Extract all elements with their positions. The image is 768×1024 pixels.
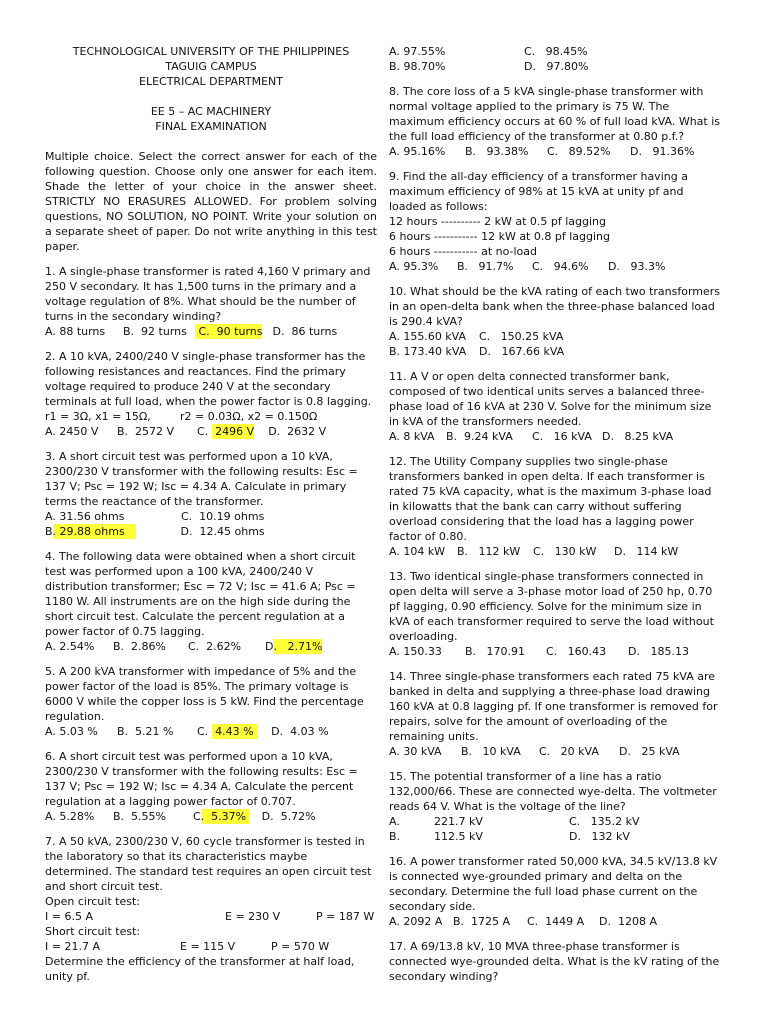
choice-b: B. 2572 V [117,425,175,438]
choice-d: D. 93.3% [608,260,666,273]
short-circuit-values [45,939,377,954]
choice-b: B. 93.38% [465,145,529,158]
choice-d: D. 5.72% [261,810,316,823]
choice-a: A. 155.60 kVA [389,330,467,343]
choice-b: B. 173.40 kVA [389,345,467,358]
question-text: 10. What should be the kVA rating of each two transformers in an open-delta bank when the three-phase balanced load is 290.4 kVA? [389,285,721,328]
choice-c: C. 150.25 kVA [479,330,564,343]
short-circuit-label: Short circuit test: [45,925,141,938]
question-7 [45,834,377,984]
course-title: EE 5 – AC MACHINERY [150,105,272,118]
question-text: 8. The core loss of a 5 kVA single-phase transformer with normal voltage applied to the primary is 75 W. The maximum efficiency occurs at 60 % of full load kVA. What is the full load efficiency of the transformer at 0.80 p.f.? [389,85,721,143]
instructions: Multiple choice. Select the correct answer for each of the following question. Choose only one answer for each item. Shade the letter of your choice in the answer sheet. STRICTLY NO ERASURES ALLOWED. For problem solving questions, NO SOLUTION, NO POINT. Write your solution on a separate sheet of paper. Do not write anything in this test paper. [45,150,377,253]
choice-c: C. 20 kVA [539,745,599,758]
question-text: 4. The following data were obtained when a short circuit test was performed upon a 100 kVA, 2400/240 V distribution transformer; Esc = 72 V; Isc = 41.6 A; Psc = 1180 W. All instruments are on the high side during the short circuit test. Calculate the percent regulation at a power factor of 0.75 lagging. [45,550,356,638]
choice-b: B. 98.70% [389,60,446,73]
choice-c-highlighted: C. 90 turns [195,325,263,338]
choice-d: D. 114 kW [614,545,679,558]
oc-voltage: E = 230 V [225,910,281,923]
question-12 [389,454,721,559]
choice-d: D. 132 kV [569,830,630,843]
exam-title: FINAL EXAMINATION [155,120,267,133]
question-text: 14. Three single-phase transformers each rated 75 kVA are banked in delta and supplying a three-phase load drawing 160 kVA at 0.8 lagging pf. If one transformer is removed for repairs, solve for the amount of overloading of the remaining units. [389,670,718,743]
choice-a: A. 150.33 [389,645,442,658]
param-secondary: r2 = 0.03Ω, x2 = 0.150Ω [180,410,318,423]
question-5 [45,664,377,739]
choice-c: C. 130 kW [533,545,597,558]
choice-d: D. 185.13 [628,645,689,658]
answer-choices [45,724,377,739]
question-ask: Determine the efficiency of the transformer at half load, unity pf. [45,955,355,983]
choice-a: A. 30 kVA [389,745,442,758]
answer-choices [389,914,721,929]
choice-d: D. 91.36% [630,145,695,158]
question-text: 6. A short circuit test was performed upon a 10 kVA, 2300/230 V transformer with the following results: Esc = 137 V; Psc = 192 W; Isc = 4.34 A. Calculate the percent regulation at a lagging power factor of 0.707. [45,750,358,808]
question-11 [389,369,721,444]
question-text: 5. A 200 kVA transformer with impedance of 5% and the power factor of the load is 85%. The primary voltage is 6000 V while the copper loss is 5 kW. Find the percentage regulation. [45,665,364,723]
question-16 [389,854,721,929]
choice-a: A. 104 kW [389,545,446,558]
choice-d: D. 4.03 % [271,725,329,738]
question-text: 15. The potential transformer of a line has a ratio 132,000/66. These are connected wye-delta. The voltmeter reads 64 V. What is the voltage of the line? [389,770,717,813]
answer-choices [45,324,377,339]
choice-c: C. 98.45% [524,45,588,58]
choice-a: A. 88 turns [45,325,106,338]
sc-power: P = 570 W [271,940,330,953]
answer-choices [45,809,377,824]
choice-d: D. 2632 V [268,425,327,438]
question-text: 13. Two identical single-phase transformers connected in open delta will serve a 3-phase motor load of 250 hp, 0.70 pf lagging, 0.90 efficiency. Solve for the minimum size in kVA of each transformer required to serve the load without overloading. [389,570,714,643]
question-14 [389,669,721,759]
answer-choices [45,639,377,654]
question-3 [45,449,377,539]
choice-b: B. 92 turns [123,325,187,338]
choice-c-letter: C. [197,725,212,738]
choice-a: A. 5.03 % [45,725,98,738]
answer-choices-row-1 [389,44,721,59]
choice-b: B. 9.24 kVA [446,430,513,443]
question-text: 17. A 69/13.8 kV, 10 MVA three-phase transformer is connected wye-grounded delta. What is the kV rating of the secondary winding? [389,940,720,983]
choice-c: C. 94.6% [532,260,589,273]
question-text: 16. A power transformer rated 50,000 kVA, 34.5 kV/13.8 kV is connected wye-grounded primary and delta on the secondary. Determine the full load phase current on the secondary side. [389,855,718,913]
answer-choices-row-2 [45,524,377,539]
answer-choices [45,424,377,439]
question-text: 7. A 50 kVA, 2300/230 V, 60 cycle transformer is tested in the laboratory so that its characteristics maybe determined. The standard test requires an open circuit test and short circuit test. [45,835,372,893]
param-primary: r1 = 3Ω, x1 = 15Ω, [45,410,151,423]
choice-c-letter: C. [197,425,212,438]
choice-c-highlighted: 2496 V [211,425,255,438]
choice-c: C. 135.2 kV [569,815,640,828]
choice-b-letter: B [45,525,53,538]
choice-a: A. 5.28% [45,810,95,823]
department-name: ELECTRICAL DEPARTMENT [139,75,283,88]
choice-c: C. 160.43 [546,645,607,658]
oc-power: P = 187 W [316,910,375,923]
answer-choices-row-1 [389,814,721,829]
answer-choices-row-2 [389,829,721,844]
load-line-1: 12 hours ---------- 2 kW at 0.5 pf lagging [389,215,607,228]
question-1 [45,264,377,339]
question-4 [45,549,377,654]
question-10 [389,284,721,359]
choice-a: A. 31.56 ohms [45,510,125,523]
answer-choices-row-1 [45,509,377,524]
choice-d-letter: D [265,640,274,653]
choice-c: C. 1449 A [527,915,585,928]
choice-b: B. 2.86% [113,640,166,653]
choice-d: D. 97.80% [524,60,589,73]
choice-c-highlighted: 4.43 % [211,725,258,738]
choice-d: D. 1208 A [599,915,657,928]
choice-b: B. 5.21 % [117,725,174,738]
answer-choices [389,429,721,444]
choice-a: A. 2.54% [45,640,95,653]
question-2 [45,349,377,439]
choice-d: D. 12.45 ohms [180,525,265,538]
question-text: 1. A single-phase transformer is rated 4,160 V primary and 250 V secondary. It has 1,500 turns in the primary and a voltage regulation of 8%. What should be the number of turns in the secondary winding? [45,265,371,323]
question-7-choices [389,44,721,74]
open-circuit-label: Open circuit test: [45,895,140,908]
choice-a: A. 8 kVA [389,430,435,443]
choice-b: 112.5 kV [434,830,483,843]
choice-d: D. 8.25 kVA [602,430,674,443]
choice-a: A. 97.55% [389,45,446,58]
choice-a: A. 2450 V [45,425,99,438]
answer-choices-row-2 [389,344,721,359]
load-line-3: 6 hours ----------- at no-load [389,245,538,258]
answer-choices [389,259,721,274]
choice-b: B. 91.7% [457,260,514,273]
answer-choices-row-2 [389,59,721,74]
question-17 [389,939,721,984]
choice-a: A. 95.16% [389,145,446,158]
choice-b: B. 170.91 [465,645,526,658]
university-name: TECHNOLOGICAL UNIVERSITY OF THE PHILIPPINES [72,45,350,58]
choice-b: B. 112 kW [457,545,521,558]
choice-c-highlighted: . 5.37% [200,810,250,823]
right-column [389,44,721,984]
answer-choices-row-1 [389,329,721,344]
open-circuit-values [45,909,377,924]
choice-b-letter: B. [389,830,401,843]
question-text: 12. The Utility Company supplies two single-phase transformers banked in open delta. If each transformer is rated 75 kVA capacity, what is the maximum 3-phase load in kilowatts that the bank can carry without suffering overload considering that the load has a lagging power factor of 0.80. [389,455,712,543]
choice-a-letter: A. [389,815,400,828]
choice-d-highlighted: . 2.71% [273,640,323,653]
oc-current: I = 6.5 A [45,910,93,923]
parameters [45,409,377,424]
choice-c: C. 10.19 ohms [181,510,265,523]
answer-choices [389,144,721,159]
question-text: 3. A short circuit test was performed upon a 10 kVA, 2300/230 V transformer with the following results: Esc = 137 V; Psc = 192 W; Isc = 4.34 A. Calculate in primary terms the reactance of the transformer. [45,450,358,508]
choice-b-highlighted: . 29.88 ohms [53,524,136,539]
campus-name: TAGUIG CAMPUS [165,60,257,73]
question-13 [389,569,721,659]
answer-choices [389,744,721,759]
question-text: 11. A V or open delta connected transformer bank, composed of two identical units serves a balanced three-phase load of 16 kVA at 230 V. Solve for the minimum size in kVA of the transformers needed. [389,370,712,428]
choice-c: C. 16 kVA [532,430,592,443]
choice-a: 221.7 kV [434,815,483,828]
answer-choices [389,544,721,559]
question-6 [45,749,377,824]
choice-c-letter: C [193,810,201,823]
answer-choices [389,644,721,659]
sc-current: I = 21.7 A [45,940,100,953]
choice-b: B. 5.55% [113,810,166,823]
sc-voltage: E = 115 V [180,940,236,953]
choice-d: D. 25 kVA [619,745,680,758]
question-text: 9. Find the all-day efficiency of a transformer having a maximum efficiency of 98% at 15 kVA at unity pf and loaded as follows: [389,170,688,213]
choice-d: D. 167.66 kVA [479,345,565,358]
question-8 [389,84,721,159]
left-column [45,44,377,984]
question-9 [389,169,721,274]
choice-d: D. 86 turns [272,325,338,338]
question-text: 2. A 10 kVA, 2400/240 V single-phase transformer has the following resistances and reactances. Find the primary voltage required to produce 240 V at the secondary terminals at full load, when the power factor is 0.8 lagging. [45,350,372,408]
choice-c: C. 2.62% [188,640,242,653]
choice-a: A. 2092 A [389,915,443,928]
choice-b: B. 10 kVA [461,745,521,758]
choice-a: A. 95.3% [389,260,439,273]
choice-b: B. 1725 A [453,915,511,928]
load-line-2: 6 hours ----------- 12 kW at 0.8 pf lagging [389,230,610,243]
choice-c: C. 89.52% [547,145,611,158]
question-15 [389,769,721,844]
